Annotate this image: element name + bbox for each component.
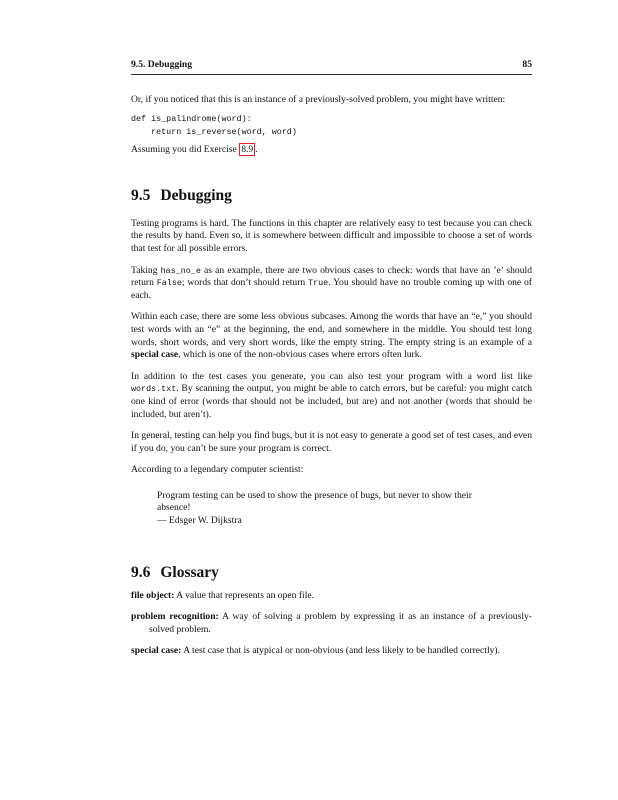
header-section: 9.5. Debugging <box>131 59 193 70</box>
book-page <box>131 59 532 658</box>
debugging-paragraph-2: Taking has_no_e as an example, there are two obvious cases to check: words that have an ’e’ should return False; words that don’t should return True. You should have no trouble coming up with one of each. <box>131 264 533 301</box>
glossary-definition: A value that represents an open file. <box>176 589 315 601</box>
glossary-item <box>131 645 532 658</box>
quote-attribution: — Edsger W. Dijkstra <box>157 515 242 527</box>
glossary-definition: A test case that is atypical or non-obvious (and less likely to be handled correctly). <box>183 645 501 657</box>
quote-text: Program testing can be used to show the presence of bugs, but never to show their absence! <box>157 489 472 514</box>
code-line: def is_palindrome(word): <box>131 114 252 125</box>
running-header <box>131 59 532 75</box>
header-page-number: 85 <box>522 59 532 70</box>
defined-term: special case <box>131 349 179 361</box>
glossary-item <box>131 590 532 603</box>
code-line: return is_reverse(word, word) <box>131 127 297 138</box>
debugging-paragraph-4: In addition to the test cases you generate, you can also test your program with a word list like words.txt. By scanning the output, you might be able to catch errors, but be careful: you might catch one kind of error (words that should not be included, but are) and not another (words that should be included, but aren’t). <box>131 370 532 420</box>
exercise-paragraph: Assuming you did Exercise 8.9 . <box>131 144 258 156</box>
inline-code: has_no_e <box>160 265 201 276</box>
debugging-paragraph-5: In general, testing can help you find bugs, but it is not easy to generate a good set of test cases, and even if you do, you can’t be sure your program is correct. <box>131 430 532 454</box>
inline-code: words.txt <box>131 384 177 395</box>
debugging-paragraph-6: According to a legendary computer scientist: <box>131 464 304 476</box>
glossary-term: file object: <box>131 589 175 601</box>
exercise-link[interactable]: 8.9 <box>241 144 254 156</box>
blockquote <box>157 490 506 528</box>
intro-paragraph: Or, if you noticed that this is an instance of a previously-solved problem, you might have written: <box>131 93 506 105</box>
inline-code: False <box>156 278 182 289</box>
glossary-item <box>131 611 532 636</box>
glossary-term: problem recognition: <box>131 611 219 623</box>
section-heading-glossary: 9.6 Glossary <box>131 563 219 581</box>
code-block <box>131 113 532 139</box>
section-heading-debugging: 9.5 Debugging <box>131 186 232 204</box>
debugging-paragraph-3: Within each case, there are some less obvious subcases. Among the words that have an “e,” you should test words with an “e” at the beginning, the end, and somewhere in the middle. You should test long words, short words, and very short words, like the empty string. The empty string is an example of a special case, which is one of the non-obvious cases where errors often lurk. <box>131 311 532 361</box>
glossary-term: special case: <box>131 645 182 657</box>
inline-code: True <box>308 278 329 289</box>
glossary-definition: A way of solving a problem by expressing it as an instance of a previously-solved problem. <box>149 611 532 635</box>
debugging-paragraph-1: Testing programs is hard. The functions in this chapter are relatively easy to test because you can check the results by hand. Even so, it is somewhere between difficult and impossible to choose a set of words that test for all possible errors. <box>131 217 532 254</box>
